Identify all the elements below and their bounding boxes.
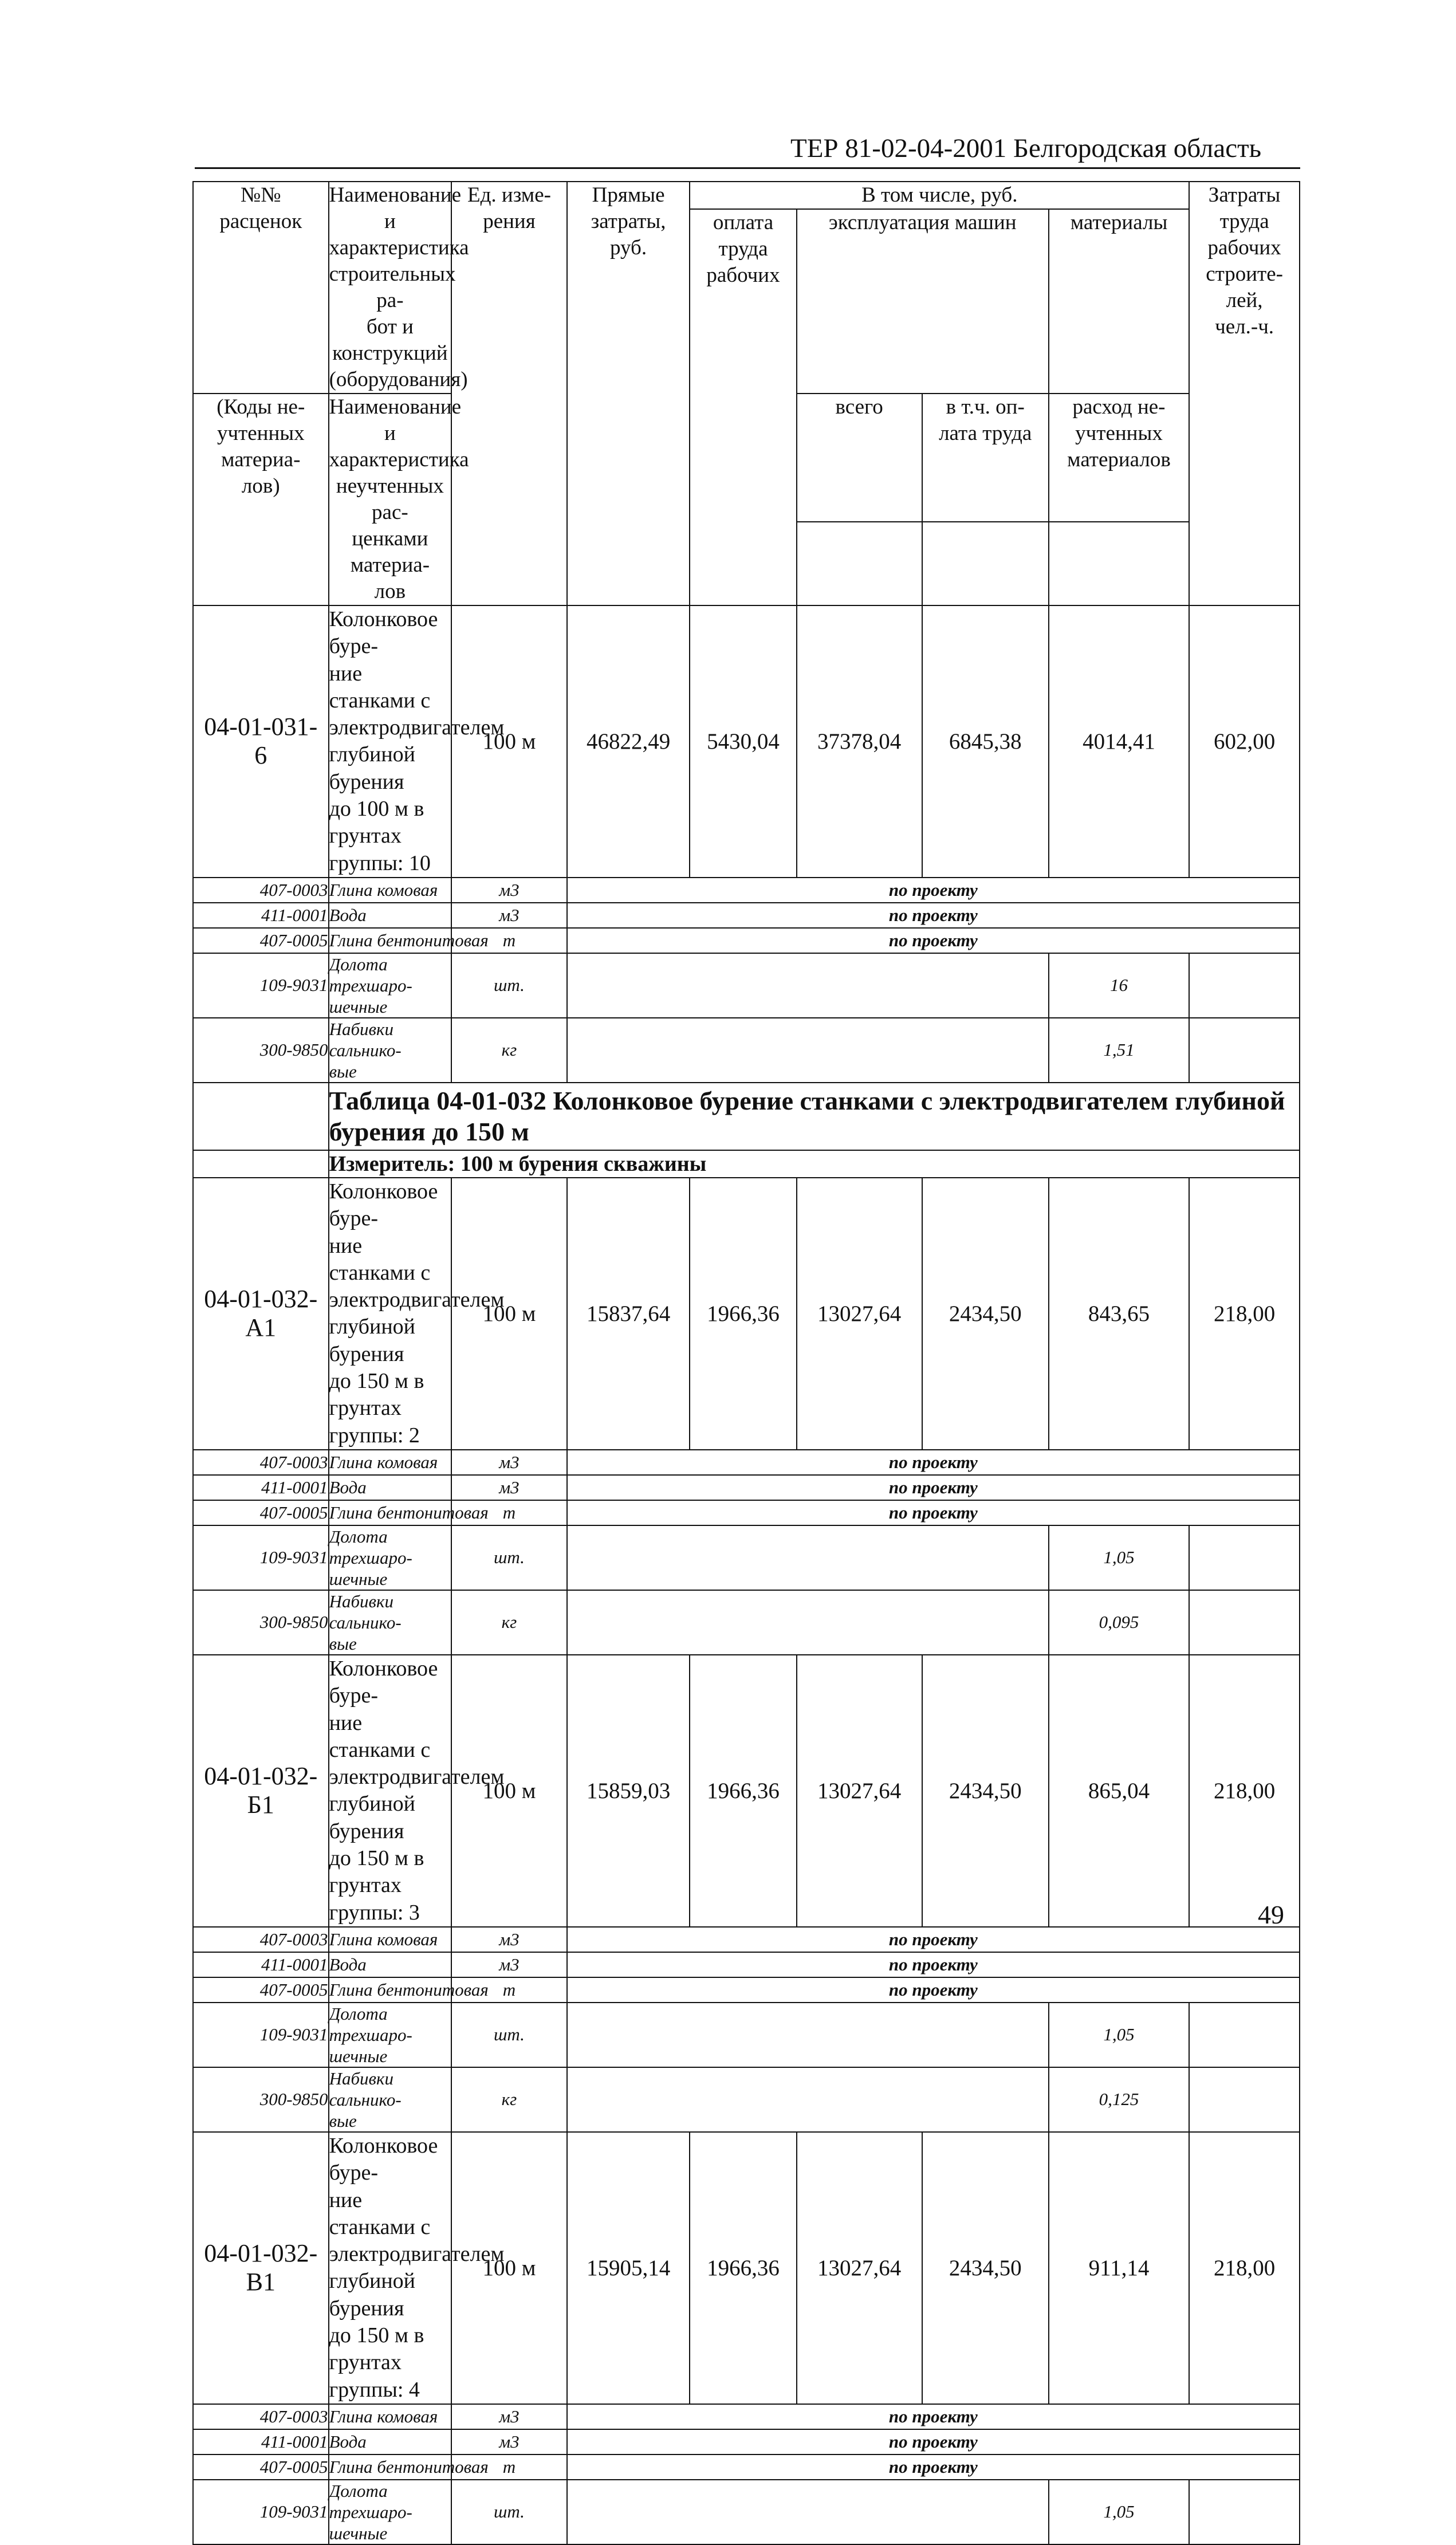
item-direct-costs: 15859,03 [567, 1655, 690, 1927]
item-machines-labor: 2434,50 [922, 1178, 1049, 1450]
material-unit: м3 [451, 1952, 567, 1977]
material-labor-empty [1189, 1590, 1300, 1655]
item-name: Колонковое буре- ние станками с электродвигателем глубиной бурения до 150 м в грунтах группы: 2 [329, 1178, 452, 1450]
item-name: Колонковое буре- ние станками с электродвигателем глубиной бурения до 150 м в грунтах группы: 3 [329, 1655, 452, 1927]
item-labor-pay: 1966,36 [690, 1655, 796, 1927]
material-value: по проекту [567, 1952, 1300, 1977]
material-row [193, 1927, 1300, 1952]
material-code: 407-0003 [193, 2404, 329, 2429]
item-labor-pay: 5430,04 [690, 605, 796, 878]
material-value: по проекту [567, 1450, 1300, 1475]
material-empty [567, 2480, 1049, 2544]
material-value: по проекту [567, 2404, 1300, 2429]
material-code: 411-0001 [193, 1952, 329, 1977]
table-title-code-empty [193, 1083, 329, 1150]
material-code: 411-0001 [193, 2429, 329, 2454]
item-machines-labor: 2434,50 [922, 1655, 1049, 1927]
item-direct-costs: 15905,14 [567, 2132, 690, 2404]
item-labor-cost: 218,00 [1189, 2132, 1300, 2404]
item-name: Колонковое буре- ние станками с электродвигателем глубиной бурения до 100 м в грунтах группы: 10 [329, 605, 452, 878]
material-row [193, 1952, 1300, 1977]
page-number: 49 [1258, 1900, 1284, 1929]
material-row [193, 2480, 1300, 2544]
material-unit: шт. [451, 1525, 567, 1590]
item-unit: 100 м [451, 605, 567, 878]
material-name: Глина бентонитовая [329, 928, 452, 953]
material-name: Глина комовая [329, 1450, 452, 1475]
material-name: Долота трехшаро- шечные [329, 953, 452, 1018]
material-name: Глина бентонитовая [329, 1500, 452, 1525]
material-name: Вода [329, 903, 452, 928]
item-name: Колонковое буре- ние станками с электродвигателем глубиной бурения до 150 м в грунтах группы: 4 [329, 2132, 452, 2404]
item-unit: 100 м [451, 2132, 567, 2404]
material-empty [567, 1525, 1049, 1590]
item-labor-cost: 218,00 [1189, 1178, 1300, 1450]
material-row [193, 2067, 1300, 2132]
material-unit: кг [451, 1590, 567, 1655]
material-row [193, 878, 1300, 903]
item-code: 04-01-032- Б1 [193, 1655, 329, 1927]
header-machines-total-spacer [797, 522, 922, 605]
item-unit: 100 м [451, 1178, 567, 1450]
material-quantity: 1,05 [1049, 2480, 1189, 2544]
header-unit: Ед. изме- рения [451, 182, 567, 605]
material-unit: шт. [451, 2480, 567, 2544]
table-title: Таблица 04-01-032 Колонковое бурение станками с электродвигателем глубиной бурения до 150 м [329, 1083, 1300, 1150]
item-code: 04-01-031- 6 [193, 605, 329, 878]
material-code: 109-9031 [193, 2480, 329, 2544]
material-unit: кг [451, 1018, 567, 1083]
material-value: по проекту [567, 928, 1300, 953]
material-empty [567, 2003, 1049, 2067]
material-row [193, 1590, 1300, 1655]
material-code: 407-0005 [193, 1500, 329, 1525]
material-name: Долота трехшаро- шечные [329, 2003, 452, 2067]
material-value: по проекту [567, 2429, 1300, 2454]
material-labor-empty [1189, 953, 1300, 1018]
item-materials: 843,65 [1049, 1178, 1189, 1450]
item-code: 04-01-032- А1 [193, 1178, 329, 1450]
running-header: ТЕР 81-02-04-2001 Белгородская область [790, 133, 1262, 163]
item-materials: 911,14 [1049, 2132, 1189, 2404]
material-value: по проекту [567, 1927, 1300, 1952]
item-machines-total: 13027,64 [797, 1178, 922, 1450]
table-measure-code-empty [193, 1150, 329, 1178]
material-quantity: 0,095 [1049, 1590, 1189, 1655]
header-materials-spacer [1049, 314, 1189, 394]
material-quantity: 0,125 [1049, 2067, 1189, 2132]
material-name: Набивки сальнико- вые [329, 1018, 452, 1083]
material-unit: шт. [451, 2003, 567, 2067]
material-name: Вода [329, 1475, 452, 1500]
header-materials: материалы [1049, 209, 1189, 314]
header-materials-unaccounted: расход не- учтенных материалов [1049, 394, 1189, 522]
material-value: по проекту [567, 2454, 1300, 2480]
material-value: по проекту [567, 1475, 1300, 1500]
material-row [193, 1525, 1300, 1590]
material-name: Глина комовая [329, 878, 452, 903]
material-name: Вода [329, 2429, 452, 2454]
material-name: Набивки сальнико- вые [329, 2067, 452, 2132]
material-labor-empty [1189, 1525, 1300, 1590]
material-code: 109-9031 [193, 953, 329, 1018]
material-unit: т [451, 928, 567, 953]
item-machines-total: 13027,64 [797, 2132, 922, 2404]
header-materials-unaccounted-spacer [1049, 522, 1189, 605]
price-table [192, 181, 1300, 2545]
material-code: 407-0003 [193, 1927, 329, 1952]
material-code: 407-0003 [193, 878, 329, 903]
material-unit: м3 [451, 1927, 567, 1952]
material-unit: т [451, 1977, 567, 2003]
material-unit: м3 [451, 903, 567, 928]
item-materials: 4014,41 [1049, 605, 1189, 878]
item-labor-cost: 218,00 [1189, 1655, 1300, 1927]
material-code: 407-0003 [193, 1450, 329, 1475]
item-row [193, 605, 1300, 878]
material-row [193, 1500, 1300, 1525]
item-row [193, 2132, 1300, 2404]
item-machines-labor: 2434,50 [922, 2132, 1049, 2404]
table-measure: Измеритель: 100 м бурения скважины [329, 1150, 1300, 1178]
material-quantity: 1,05 [1049, 1525, 1189, 1590]
material-unit: кг [451, 2067, 567, 2132]
header-machines-labor-spacer [922, 522, 1049, 605]
item-unit: 100 м [451, 1655, 567, 1927]
table-title-row [193, 1083, 1300, 1150]
material-row [193, 2454, 1300, 2480]
item-machines-total: 13027,64 [797, 1655, 922, 1927]
material-code: 407-0005 [193, 928, 329, 953]
header-machines-total: всего [797, 394, 922, 522]
header-machines-spacer [797, 314, 1049, 394]
material-row [193, 1977, 1300, 2003]
material-name: Набивки сальнико- вые [329, 1590, 452, 1655]
material-name: Вода [329, 1952, 452, 1977]
material-empty [567, 1018, 1049, 1083]
header-code-materials: (Коды не- учтенных материа- лов) [193, 394, 329, 605]
material-empty [567, 953, 1049, 1018]
material-row [193, 1475, 1300, 1500]
material-labor-empty [1189, 2003, 1300, 2067]
material-code: 300-9850 [193, 1018, 329, 1083]
header-row-1 [193, 182, 1300, 209]
material-row [193, 1450, 1300, 1475]
material-unit: м3 [451, 2404, 567, 2429]
price-table-body [193, 182, 1300, 2544]
material-quantity: 1,05 [1049, 2003, 1189, 2067]
material-code: 411-0001 [193, 1475, 329, 1500]
material-code: 300-9850 [193, 1590, 329, 1655]
material-empty [567, 1590, 1049, 1655]
material-empty [567, 2067, 1049, 2132]
material-unit: м3 [451, 878, 567, 903]
item-row [193, 1655, 1300, 1927]
material-unit: м3 [451, 1475, 567, 1500]
header-machines-labor: в т.ч. оп- лата труда [922, 394, 1049, 522]
header-machines: эксплуатация машин [797, 209, 1049, 314]
item-code: 04-01-032- В1 [193, 2132, 329, 2404]
header-labor-pay: оплата труда рабочих [690, 209, 796, 605]
material-quantity: 16 [1049, 953, 1189, 1018]
header-labor-cost: Затраты труда рабочих строите- лей, чел.-ч. [1189, 182, 1300, 605]
material-code: 300-9850 [193, 2067, 329, 2132]
material-value: по проекту [567, 1977, 1300, 2003]
material-unit: шт. [451, 953, 567, 1018]
material-code: 407-0005 [193, 1977, 329, 2003]
item-direct-costs: 46822,49 [567, 605, 690, 878]
material-labor-empty [1189, 2067, 1300, 2132]
material-name: Глина комовая [329, 2404, 452, 2429]
material-unit: т [451, 1500, 567, 1525]
header-name: Наименование и характеристика строительных ра- бот и конструкций (оборудования) [329, 182, 452, 394]
header-name-materials: Наименование и характеристика неучтенных рас- ценками материа- лов [329, 394, 452, 605]
material-name: Глина комовая [329, 1927, 452, 1952]
material-row [193, 1018, 1300, 1083]
item-labor-pay: 1966,36 [690, 1178, 796, 1450]
item-row [193, 1178, 1300, 1450]
material-row [193, 2003, 1300, 2067]
material-code: 411-0001 [193, 903, 329, 928]
material-name: Долота трехшаро- шечные [329, 1525, 452, 1590]
material-row [193, 953, 1300, 1018]
material-row [193, 928, 1300, 953]
material-row [193, 2429, 1300, 2454]
material-value: по проекту [567, 1500, 1300, 1525]
material-value: по проекту [567, 903, 1300, 928]
material-unit: м3 [451, 1450, 567, 1475]
material-quantity: 1,51 [1049, 1018, 1189, 1083]
header-rule [195, 167, 1300, 169]
material-labor-empty [1189, 2480, 1300, 2544]
material-name: Долота трехшаро- шечные [329, 2480, 452, 2544]
item-labor-pay: 1966,36 [690, 2132, 796, 2404]
material-name: Глина бентонитовая [329, 2454, 452, 2480]
table-measure-row [193, 1150, 1300, 1178]
material-row [193, 2404, 1300, 2429]
item-machines-total: 37378,04 [797, 605, 922, 878]
item-machines-labor: 6845,38 [922, 605, 1049, 878]
item-direct-costs: 15837,64 [567, 1178, 690, 1450]
header-code: №№ расценок [193, 182, 329, 394]
material-unit: т [451, 2454, 567, 2480]
item-materials: 865,04 [1049, 1655, 1189, 1927]
material-unit: м3 [451, 2429, 567, 2454]
material-code: 109-9031 [193, 2003, 329, 2067]
material-code: 109-9031 [193, 1525, 329, 1590]
header-incl-group: В том числе, руб. [690, 182, 1189, 209]
material-name: Глина бентонитовая [329, 1977, 452, 2003]
material-value: по проекту [567, 878, 1300, 903]
material-code: 407-0005 [193, 2454, 329, 2480]
header-direct-costs: Прямые затраты, руб. [567, 182, 690, 605]
item-labor-cost: 602,00 [1189, 605, 1300, 878]
material-labor-empty [1189, 1018, 1300, 1083]
material-row [193, 903, 1300, 928]
